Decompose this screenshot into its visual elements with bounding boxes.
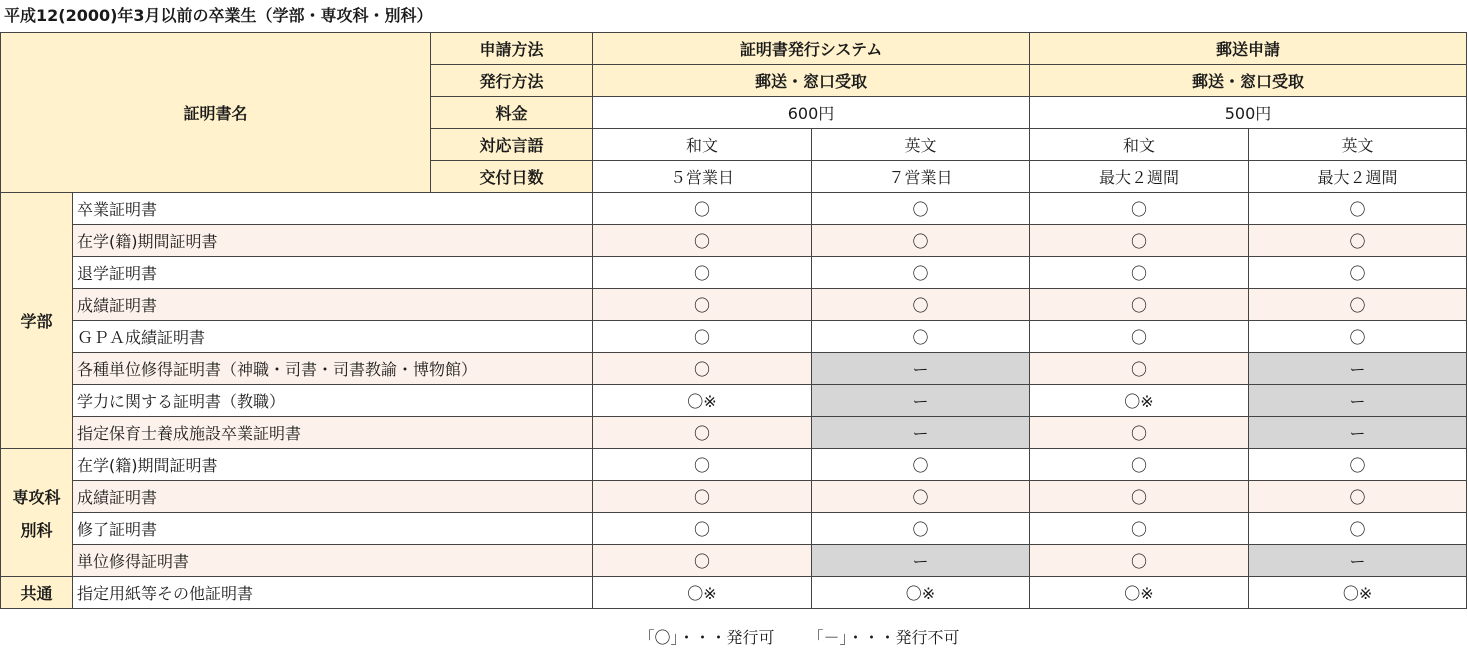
header-label: 申請方法 — [431, 33, 593, 65]
unavailable-cell: ー — [1249, 417, 1467, 449]
availability-cell: 〇※ — [1030, 577, 1249, 609]
availability-cell: 〇※ — [812, 577, 1030, 609]
availability-cell: 〇 — [593, 257, 812, 289]
availability-cell: 〇 — [1030, 353, 1249, 385]
language-cell: 和文 — [593, 129, 812, 161]
header-cell: 郵送申請 — [1030, 33, 1467, 65]
cert-name: 各種単位修得証明書（神職・司書・司書教諭・博物館） — [73, 353, 593, 385]
cert-name: 指定用紙等その他証明書 — [73, 577, 593, 609]
availability-cell: 〇 — [593, 289, 812, 321]
availability-cell: 〇 — [812, 513, 1030, 545]
availability-cell: 〇 — [812, 321, 1030, 353]
cert-name: 在学(籍)期間証明書 — [73, 225, 593, 257]
header-cell: 証明書発行システム — [593, 33, 1030, 65]
header-label: 交付日数 — [431, 161, 593, 193]
availability-cell: 〇※ — [1030, 385, 1249, 417]
table-row — [1, 321, 1467, 353]
delivery-cell: ５営業日 — [593, 161, 812, 193]
availability-cell: 〇 — [1030, 449, 1249, 481]
availability-cell: 〇 — [1249, 449, 1467, 481]
availability-cell: 〇 — [812, 449, 1030, 481]
language-cell: 和文 — [1030, 129, 1249, 161]
legend — [0, 628, 1468, 648]
cert-name: ＧＰＡ成績証明書 — [73, 321, 593, 353]
cert-name: 指定保育士養成施設卒業証明書 — [73, 417, 593, 449]
table-row — [1, 289, 1467, 321]
availability-cell: 〇 — [1249, 257, 1467, 289]
availability-cell: 〇 — [1030, 417, 1249, 449]
unavailable-cell: ー — [1249, 353, 1467, 385]
table-row — [1, 193, 1467, 225]
availability-cell: 〇 — [593, 513, 812, 545]
delivery-cell: 最大２週間 — [1249, 161, 1467, 193]
cert-name: 退学証明書 — [73, 257, 593, 289]
group-label-line: 専攻科 — [12, 487, 61, 507]
table-row — [1, 385, 1467, 417]
availability-cell: 〇 — [1249, 481, 1467, 513]
availability-cell: 〇 — [1030, 225, 1249, 257]
availability-cell: 〇 — [593, 481, 812, 513]
availability-cell: 〇 — [1249, 225, 1467, 257]
header-label: 発行方法 — [431, 65, 593, 97]
availability-cell: 〇 — [593, 225, 812, 257]
certificate-table — [0, 32, 1467, 609]
delivery-cell: 最大２週間 — [1030, 161, 1249, 193]
table-row — [1, 545, 1467, 577]
availability-cell: 〇※ — [593, 385, 812, 417]
page-title: 平成12(2000)年3月以前の卒業生（学部・専攻科・別科） — [4, 6, 433, 25]
availability-cell: 〇 — [1030, 545, 1249, 577]
availability-cell: 〇 — [1249, 513, 1467, 545]
availability-cell: 〇 — [1249, 321, 1467, 353]
table-row — [1, 353, 1467, 385]
availability-cell: 〇 — [1249, 193, 1467, 225]
header-label: 対応言語 — [431, 129, 593, 161]
language-cell: 英文 — [1249, 129, 1467, 161]
availability-cell: 〇 — [812, 193, 1030, 225]
cert-name: 卒業証明書 — [73, 193, 593, 225]
availability-cell: 〇 — [1249, 289, 1467, 321]
availability-cell: 〇 — [1030, 513, 1249, 545]
header-label: 料金 — [431, 97, 593, 129]
unavailable-cell: ー — [812, 417, 1030, 449]
availability-cell: 〇 — [812, 289, 1030, 321]
availability-cell: 〇 — [593, 545, 812, 577]
legend-unavailable: 「－」・・・発行不可 — [807, 628, 960, 647]
unavailable-cell: ー — [1249, 385, 1467, 417]
cert-name: 在学(籍)期間証明書 — [73, 449, 593, 481]
cert-name: 学力に関する証明書（教職） — [73, 385, 593, 417]
table-row — [1, 449, 1467, 481]
availability-cell: 〇 — [812, 481, 1030, 513]
table-row — [1, 513, 1467, 545]
delivery-cell: ７営業日 — [812, 161, 1030, 193]
legend-available: 「〇」・・・発行可 — [638, 628, 775, 647]
table-row — [1, 577, 1467, 609]
group-label-undergraduate: 学部 — [1, 193, 73, 449]
availability-cell: 〇 — [593, 449, 812, 481]
language-cell: 英文 — [812, 129, 1030, 161]
table-row — [1, 481, 1467, 513]
unavailable-cell: ー — [812, 545, 1030, 577]
unavailable-cell: ー — [1249, 545, 1467, 577]
unavailable-cell: ー — [812, 353, 1030, 385]
fee-cell: 600円 — [593, 97, 1030, 129]
header-cell: 郵送・窓口受取 — [593, 65, 1030, 97]
group-label-line: 別科 — [20, 520, 53, 540]
table-row — [1, 257, 1467, 289]
availability-cell: 〇※ — [593, 577, 812, 609]
availability-cell: 〇 — [593, 321, 812, 353]
availability-cell: 〇 — [812, 257, 1030, 289]
availability-cell: 〇 — [593, 353, 812, 385]
cert-name: 成績証明書 — [73, 289, 593, 321]
availability-cell: 〇 — [1030, 193, 1249, 225]
cert-name: 単位修得証明書 — [73, 545, 593, 577]
fee-cell: 500円 — [1030, 97, 1467, 129]
unavailable-cell: ー — [812, 385, 1030, 417]
group-label-common: 共通 — [1, 577, 73, 609]
availability-cell: 〇 — [1030, 321, 1249, 353]
cert-name: 成績証明書 — [73, 481, 593, 513]
table-row — [1, 225, 1467, 257]
header-cell: 郵送・窓口受取 — [1030, 65, 1467, 97]
cert-name: 修了証明書 — [73, 513, 593, 545]
table-row — [1, 417, 1467, 449]
availability-cell: 〇 — [812, 225, 1030, 257]
availability-cell: 〇 — [593, 193, 812, 225]
availability-cell: 〇 — [1030, 481, 1249, 513]
header-row-application-method — [1, 33, 1467, 65]
availability-cell: 〇 — [1030, 289, 1249, 321]
availability-cell: 〇 — [1030, 257, 1249, 289]
availability-cell: 〇※ — [1249, 577, 1467, 609]
group-label-advanced-course — [1, 449, 73, 577]
cert-name-header: 証明書名 — [1, 33, 431, 193]
availability-cell: 〇 — [593, 417, 812, 449]
